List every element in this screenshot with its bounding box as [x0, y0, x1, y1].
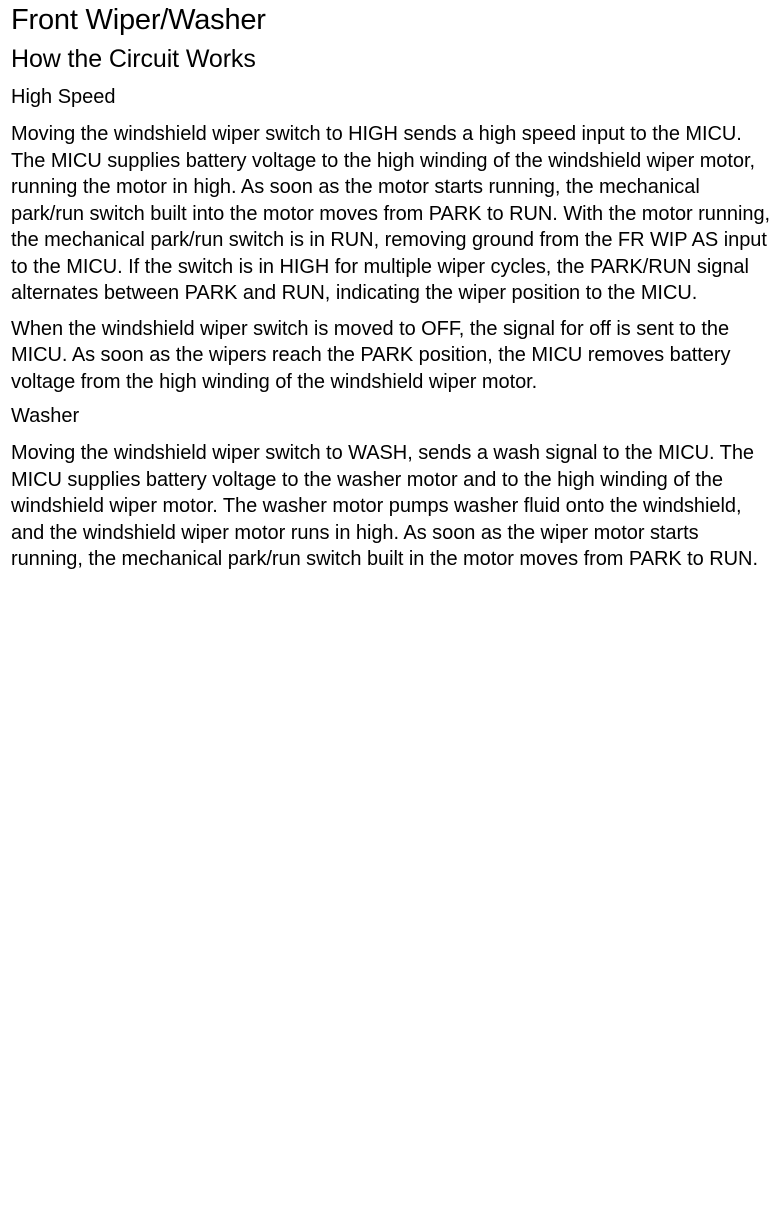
high-speed-paragraph-1: Moving the windshield wiper switch to HIGH sends a high speed input to the MICU. The MICU supplies battery voltage to the high winding of the windshield wiper motor, running the motor in high. As soon as the motor starts running, the mechanical park/run switch built into the motor moves from PARK to RUN. With the motor running, the mechanical park/run switch is in RUN, removing ground from the FR WIP AS input to the MICU. If the switch is in HIGH for multiple wiper cycles, the PARK/RUN signal alternates between PARK and RUN, indicating the wiper position to the MICU.	[11, 123, 771, 304]
page-subtitle: How the Circuit Works	[11, 45, 256, 73]
page-title: Front Wiper/Washer	[11, 4, 266, 36]
high-speed-paragraph-2: When the windshield wiper switch is moved to OFF, the signal for off is sent to the MICU. As soon as the wipers reach the PARK position, the MICU removes battery voltage from the high winding of the windshield wiper motor.	[11, 317, 731, 393]
washer-paragraph-1: Moving the windshield wiper switch to WASH, sends a wash signal to the MICU. The MICU supplies battery voltage to the washer motor and to the high winding of the windshield wiper motor. The washer motor pumps washer fluid onto the windshield, and the windshield wiper motor runs in high. As soon as the wiper motor starts running, the mechanical park/run switch built in the motor moves from PARK to RUN.	[11, 442, 758, 570]
section-heading-high-speed: High Speed	[11, 86, 116, 108]
section-heading-washer: Washer	[11, 405, 80, 427]
